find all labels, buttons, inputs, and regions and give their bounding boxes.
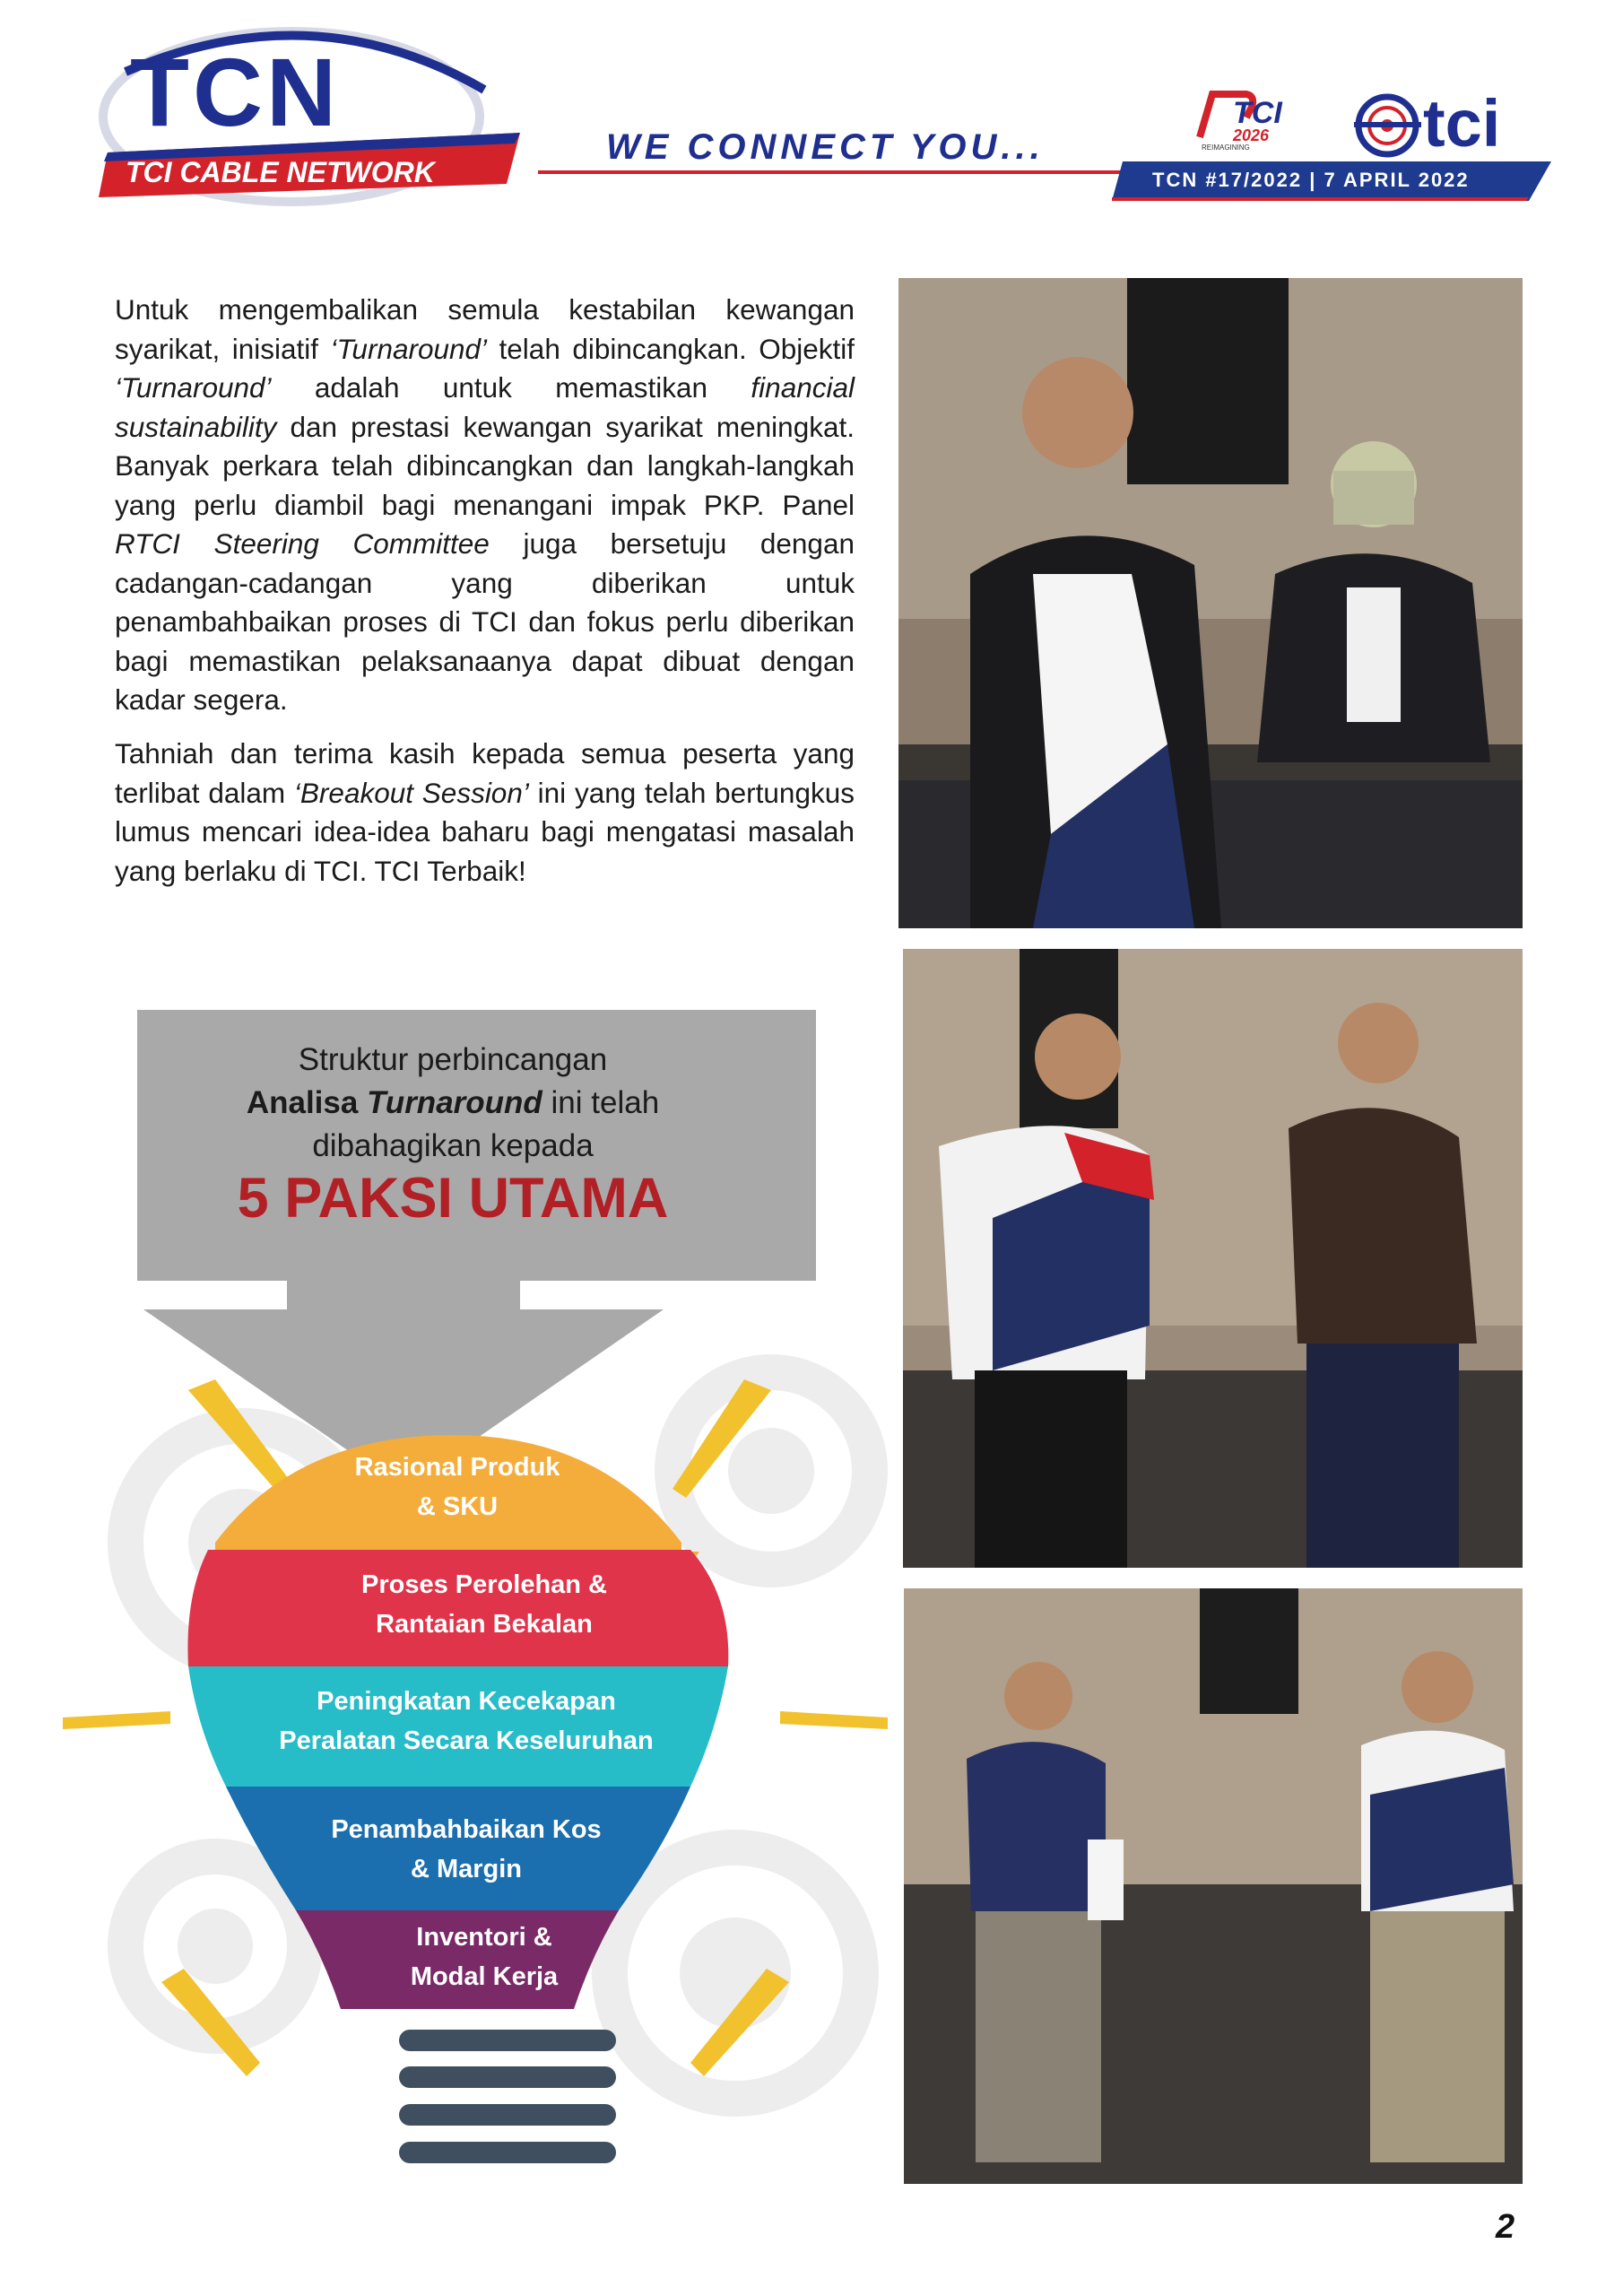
tci-logo — [1350, 85, 1547, 166]
photo-two-presenters — [903, 949, 1523, 1568]
para1-run-5: financial sustainability — [115, 371, 855, 443]
segment-1-label — [224, 1448, 690, 1526]
segment-3-label — [188, 1682, 744, 1761]
box-text-italic: Turnaround — [367, 1085, 542, 1120]
segment-5-line2: Modal Kerja — [410, 1962, 559, 1991]
header-divider — [538, 170, 1130, 174]
tcn-logo-letters: TCN — [130, 38, 340, 146]
segment-3-line1: Peningkatan Kecekapan — [317, 1687, 616, 1716]
segment-4-line2: & Margin — [410, 1855, 523, 1883]
box-text-bold: Analisa — [246, 1085, 368, 1120]
bulb-base — [399, 2030, 616, 2163]
rtci-2026-logo — [1193, 85, 1327, 152]
box-text-line1: Struktur perbincangan — [298, 1042, 608, 1077]
svg-text:2026: 2026 — [1233, 126, 1270, 144]
para2-run-0: Tahniah dan terima kasih kepada semua peserta yang terlibat dalam — [115, 737, 855, 809]
segment-2-line1: Proses Perolehan & — [361, 1570, 607, 1599]
para2-run-1: ‘Breakout Session’ — [293, 776, 529, 809]
box-text-line2 — [143, 1085, 762, 1121]
segment-4-label — [233, 1810, 699, 1889]
segment-3-line2: Peralatan Secara Keseluruhan — [279, 1726, 654, 1755]
segment-5-label — [305, 1918, 664, 1996]
box-headline: 5 PAKSI UTAMA — [237, 1167, 669, 1230]
box-text-line3: dibahagikan kepada — [312, 1128, 594, 1163]
svg-text:TCI: TCI — [1233, 96, 1282, 130]
paragraph-turnaround — [115, 291, 855, 720]
tcn-logo-sub: TCI CABLE NETWORK — [126, 156, 435, 188]
segment-1-line2: & SKU — [416, 1492, 499, 1521]
para1-run-7: RTCI Steering Committee — [115, 527, 490, 560]
paragraph-congratulations — [115, 735, 855, 891]
para1-run-3: ‘Turnaround’ — [115, 371, 272, 404]
para2-run-2: ini yang telah bertungkus lumus mencari idea-idea baharu bagi mengatasi masalah yang berlaku di TCI. TCI Terbaik! — [115, 776, 855, 887]
para1-run-2: telah dibincangkan. Objektif — [487, 332, 855, 365]
para1-run-6: dan prestasi kewangan syarikat meningkat. Banyak perkara telah dibincangkan dan langkah-langkah yang perlu diambil bagi menangani impak PKP. Panel — [115, 410, 855, 521]
segment-5-line1: Inventori & — [416, 1923, 552, 1952]
tcn-logo — [90, 18, 538, 206]
page-number: 2 — [1496, 2208, 1515, 2246]
para1-run-0: Untuk mengembalikan semula kestabilan kewangan syarikat, inisiatif — [115, 293, 855, 365]
segment-1-line1: Rasional Produk — [354, 1453, 560, 1482]
tci-logo-text: tci — [1423, 86, 1501, 161]
issue-number-date: TCN #17/2022 | 7 APRIL 2022 — [1152, 169, 1470, 191]
rtci-sub: REIMAGINING — [1202, 144, 1250, 152]
tagline: WE CONNECT YOU... — [606, 127, 1045, 167]
box-text-rest: ini telah — [542, 1085, 660, 1120]
para1-run-8: juga bersetuju dengan cadangan-cadangan yang diberikan untuk penambahbaikan proses di TCI dan fokus perlu diberikan bagi memastikan pelaksanaanya dapat dibuat dengan kadar segera. — [115, 527, 855, 716]
segment-2-label — [215, 1565, 753, 1644]
para1-run-4: adalah untuk memastikan — [271, 371, 751, 404]
photo-presenters-standing — [904, 1588, 1523, 2184]
para1-run-1: ‘Turnaround’ — [330, 332, 488, 365]
segment-4-line1: Penambahbaikan Kos — [331, 1815, 602, 1844]
segment-2-line2: Rantaian Bekalan — [376, 1610, 593, 1639]
photo-speaker-with-microphone — [898, 278, 1523, 928]
